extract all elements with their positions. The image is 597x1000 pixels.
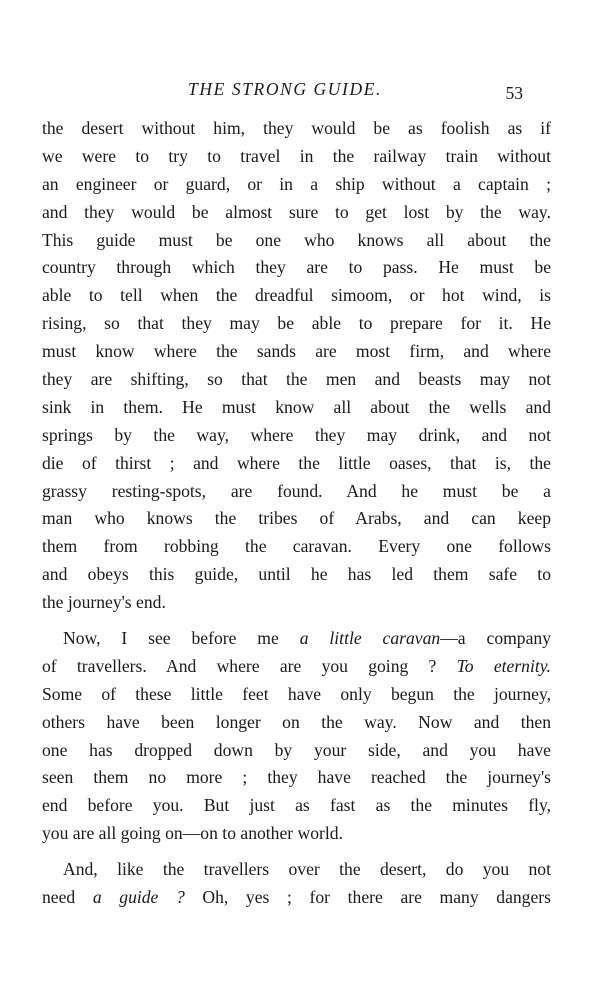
text-line: grassy resting-spots, are found. And he must be a xyxy=(42,480,551,501)
text-line: and obeys this guide, until he has led them safe to xyxy=(42,564,551,585)
text-line: you are all going on—on to another world. xyxy=(42,823,343,844)
paragraph xyxy=(42,625,551,848)
text-line: must know where the sands are most firm, and where xyxy=(42,341,551,362)
paragraph-gap xyxy=(42,617,551,625)
text-line: seen them no more ; they have reached the journey's xyxy=(42,767,551,788)
text-run: —a company xyxy=(440,628,551,649)
text-line xyxy=(42,653,551,681)
text-line: others have been longer on the way. Now and then xyxy=(42,711,551,732)
page-number: 53 xyxy=(505,83,523,103)
text-line: rising, so that they may be able to prepare for it. He xyxy=(42,313,551,334)
text-line: die of thirst ; and where the little oases, that is, the xyxy=(42,452,551,473)
text-line: one has dropped down by your side, and you have xyxy=(42,739,551,760)
text-line: springs by the way, where they may drink, and not xyxy=(42,424,551,445)
text-line: Some of these little feet have only begun the journey, xyxy=(42,683,551,704)
running-title: THE STRONG GUIDE. xyxy=(188,79,382,99)
text-run: Oh, yes ; for there are many dangers xyxy=(184,887,551,908)
body-text xyxy=(42,115,551,912)
text-run: need xyxy=(42,887,93,908)
italic-run: a guide ? xyxy=(92,887,185,908)
text-line: and they would be almost sure to get lost by the way. xyxy=(42,201,551,222)
text-line: them from robbing the caravan. Every one follows xyxy=(42,536,551,557)
text-line xyxy=(42,625,551,653)
paragraph xyxy=(42,115,551,617)
text-run: Now, I see before me xyxy=(63,628,300,649)
text-line: country through which they are to pass. He must be xyxy=(42,257,551,278)
text-line: man who knows the tribes of Arabs, and can keep xyxy=(42,508,551,529)
text-line: we were to try to travel in the railway train without xyxy=(42,145,551,166)
paragraph xyxy=(42,856,551,912)
text-line: able to tell when the dreadful simoom, or hot wind, is xyxy=(42,285,551,306)
text-line: they are shifting, so that the men and beasts may not xyxy=(42,369,551,390)
italic-run: To eternity. xyxy=(456,655,551,676)
text-line: the desert without him, they would be as foolish as if xyxy=(42,118,551,138)
paragraph-gap xyxy=(42,848,551,856)
text-line: the journey's end. xyxy=(42,592,166,613)
text-line: And, like the travellers over the desert, do you not xyxy=(63,859,551,880)
text-run: of travellers. And where are you going ? xyxy=(42,655,457,676)
text-line: end before you. But just as fast as the minutes fly, xyxy=(42,795,551,816)
text-line: This guide must be one who knows all about the xyxy=(42,229,551,250)
text-line: sink in them. He must know all about the wells and xyxy=(42,396,551,417)
running-head xyxy=(0,76,597,102)
italic-run: a little caravan xyxy=(299,628,441,649)
text-line xyxy=(42,884,551,912)
text-line: an engineer or guard, or in a ship without a captain ; xyxy=(42,173,551,194)
